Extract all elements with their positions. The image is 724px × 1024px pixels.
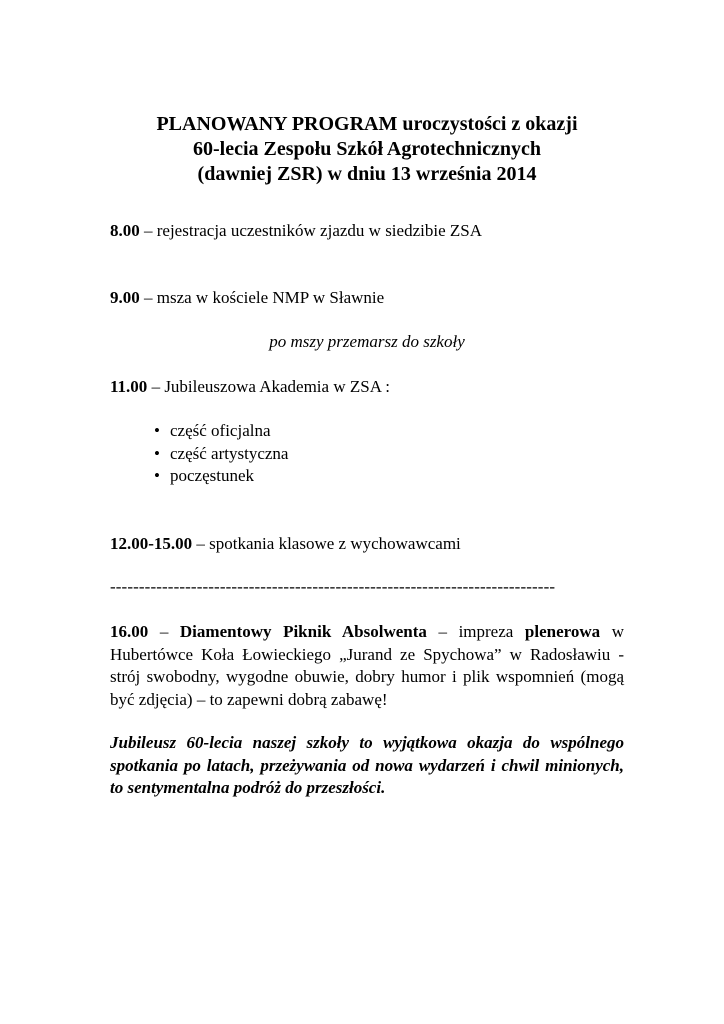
closing-paragraph: Jubileusz 60-lecia naszej szkoły to wyjątkowa okazja do wspólnego spotkania po latach, przeżywania od nowa wydarzeń i chwil minionych, to sentymentalna podróż do przeszłości. (110, 733, 624, 797)
list-item-label: część artystyczna (170, 443, 289, 463)
schedule-note-march: po mszy przemarsz do szkoły (269, 332, 465, 351)
document-title (110, 112, 624, 187)
list-item-label: część oficjalna (170, 421, 271, 440)
schedule-time: 11.00 (110, 377, 148, 396)
bullet-icon: • (154, 443, 160, 463)
schedule-time: 8.00 (110, 221, 140, 240)
schedule-text: – rejestracja uczestników zjazdu w siedzibie ZSA (139, 221, 482, 240)
picnic-type: plenerowa (524, 622, 601, 641)
schedule-item-registration (110, 220, 482, 242)
schedule-text: – Jubileuszowa Akademia w ZSA : (147, 377, 391, 396)
bullet-icon: • (154, 466, 160, 485)
picnic-sep: – (148, 622, 180, 641)
title-line-1: PLANOWANY PROGRAM uroczystości z okazji (156, 113, 578, 135)
dashed-divider: ----------------------------------------------------------------------------- (110, 577, 556, 596)
document-page (110, 112, 624, 797)
picnic-time: 16.00 (110, 622, 149, 641)
schedule-item-class-meetings (110, 533, 461, 555)
list-item (154, 465, 288, 488)
picnic-name: Diamentowy Piknik Absolwenta (179, 622, 427, 641)
akademia-list (154, 420, 288, 488)
picnic-sep: – impreza (426, 622, 525, 641)
schedule-text: – msza w kościele NMP w Sławnie (139, 288, 385, 307)
picnic-details: w Hubertówce Koła Łowieckiego „Jurand ze Spychowa” w Radosławiu - strój swobodny, wygodne obuwie, dobry humor i plik wspomnień (mogą być zdjęcia) – to zapewni dobrą zabawę! (110, 622, 624, 709)
picnic-paragraph (110, 621, 624, 711)
schedule-item-akademia (110, 376, 390, 398)
bullet-icon: • (154, 421, 160, 440)
title-line-2: 60-lecia Zespołu Szkół Agrotechnicznych (193, 138, 541, 160)
schedule-time: 9.00 (110, 288, 140, 307)
schedule-time: 12.00-15.00 (110, 534, 193, 553)
list-item (154, 420, 288, 443)
schedule-text: – spotkania klasowe z wychowawcami (192, 534, 461, 553)
title-line-3: (dawniej ZSR) w dniu 13 września 2014 (197, 163, 537, 185)
list-item-label: poczęstunek (170, 466, 255, 485)
schedule-item-mass (110, 287, 384, 309)
list-item (154, 443, 288, 466)
